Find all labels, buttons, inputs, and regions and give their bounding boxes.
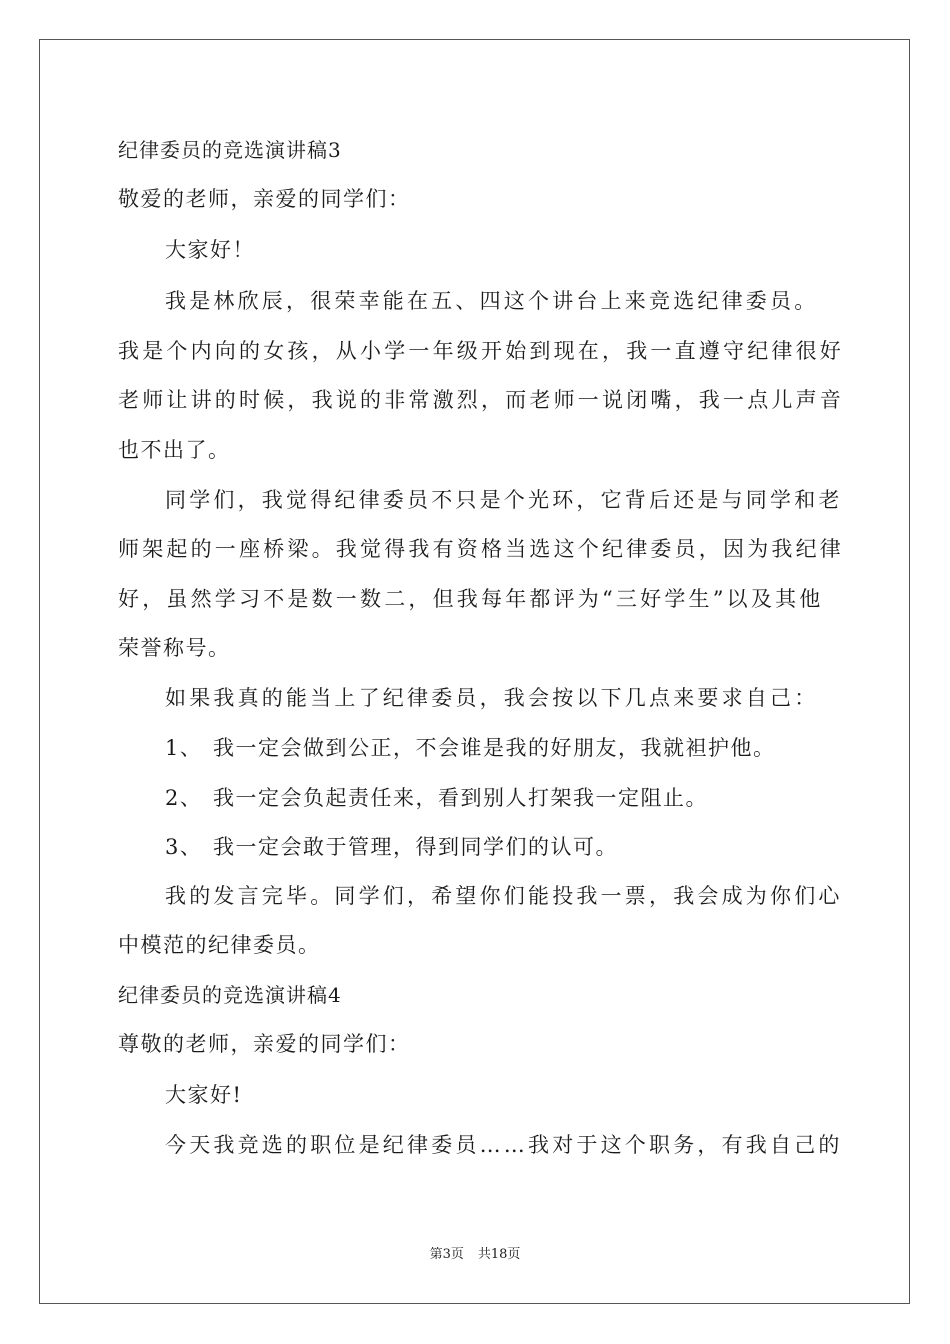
- paragraph-line: 老师让讲的时候，我说的非常激烈，而老师一说闭嘴，我一点儿声音: [118, 388, 844, 412]
- section-title-4: 纪律委员的竞选演讲稿4: [118, 983, 342, 1007]
- list-item-text: 我一定会负起责任来，看到别人打架我一定阻止。: [213, 786, 708, 810]
- paragraph-line: 今天我竞选的职位是纪律委员……我对于这个职务，有我自己的: [165, 1133, 843, 1157]
- list-item-text: 我一定会做到公正，不会谁是我的好朋友，我就袒护他。: [213, 736, 776, 760]
- section-title-3: 纪律委员的竞选演讲稿3: [118, 138, 342, 162]
- list-item-text: 我一定会敢于管理，得到同学们的认可。: [213, 835, 618, 859]
- list-number: 3、: [165, 835, 203, 859]
- list-number: 1、: [165, 736, 203, 760]
- paragraph-line: 如果我真的能当上了纪律委员，我会按以下几点来要求自己：: [165, 686, 819, 710]
- list-item: [165, 784, 708, 812]
- paragraph-line: 中模范的纪律委员。: [118, 933, 321, 957]
- list-number: 2、: [165, 786, 203, 810]
- paragraph-line: 我是个内向的女孩，从小学一年级开始到现在，我一直遵守纪律很好: [118, 339, 844, 363]
- page-footer: [0, 1246, 950, 1264]
- page-border: [39, 39, 910, 1304]
- greeting: 大家好！: [165, 238, 255, 262]
- paragraph-line: 我的发言完毕。同学们，希望你们能投我一票，我会成为你们心: [165, 884, 843, 908]
- paragraph-line: 荣誉称号。: [118, 636, 231, 660]
- paragraph-line: 师架起的一座桥梁。我觉得我有资格当选这个纪律委员，因为我纪律: [118, 537, 844, 561]
- paragraph-line: 也不出了。: [118, 438, 231, 462]
- paragraph-line: 我是林欣辰，很荣幸能在五、四这个讲台上来竞选纪律委员。: [165, 289, 819, 313]
- page-number: 第3页: [429, 1247, 464, 1262]
- paragraph-line: 同学们，我觉得纪律委员不只是个光环，它背后还是与同学和老: [165, 488, 843, 512]
- salutation: 敬爱的老师，亲爱的同学们：: [118, 187, 411, 211]
- page-total: 共18页: [477, 1247, 521, 1262]
- list-item: [165, 734, 776, 762]
- list-item: [165, 833, 618, 861]
- greeting: 大家好!: [165, 1083, 243, 1107]
- salutation: 尊敬的老师，亲爱的同学们：: [118, 1032, 411, 1056]
- paragraph-line: 好，虽然学习不是数一数二，但我每年都评为“三好学生”以及其他: [118, 587, 824, 611]
